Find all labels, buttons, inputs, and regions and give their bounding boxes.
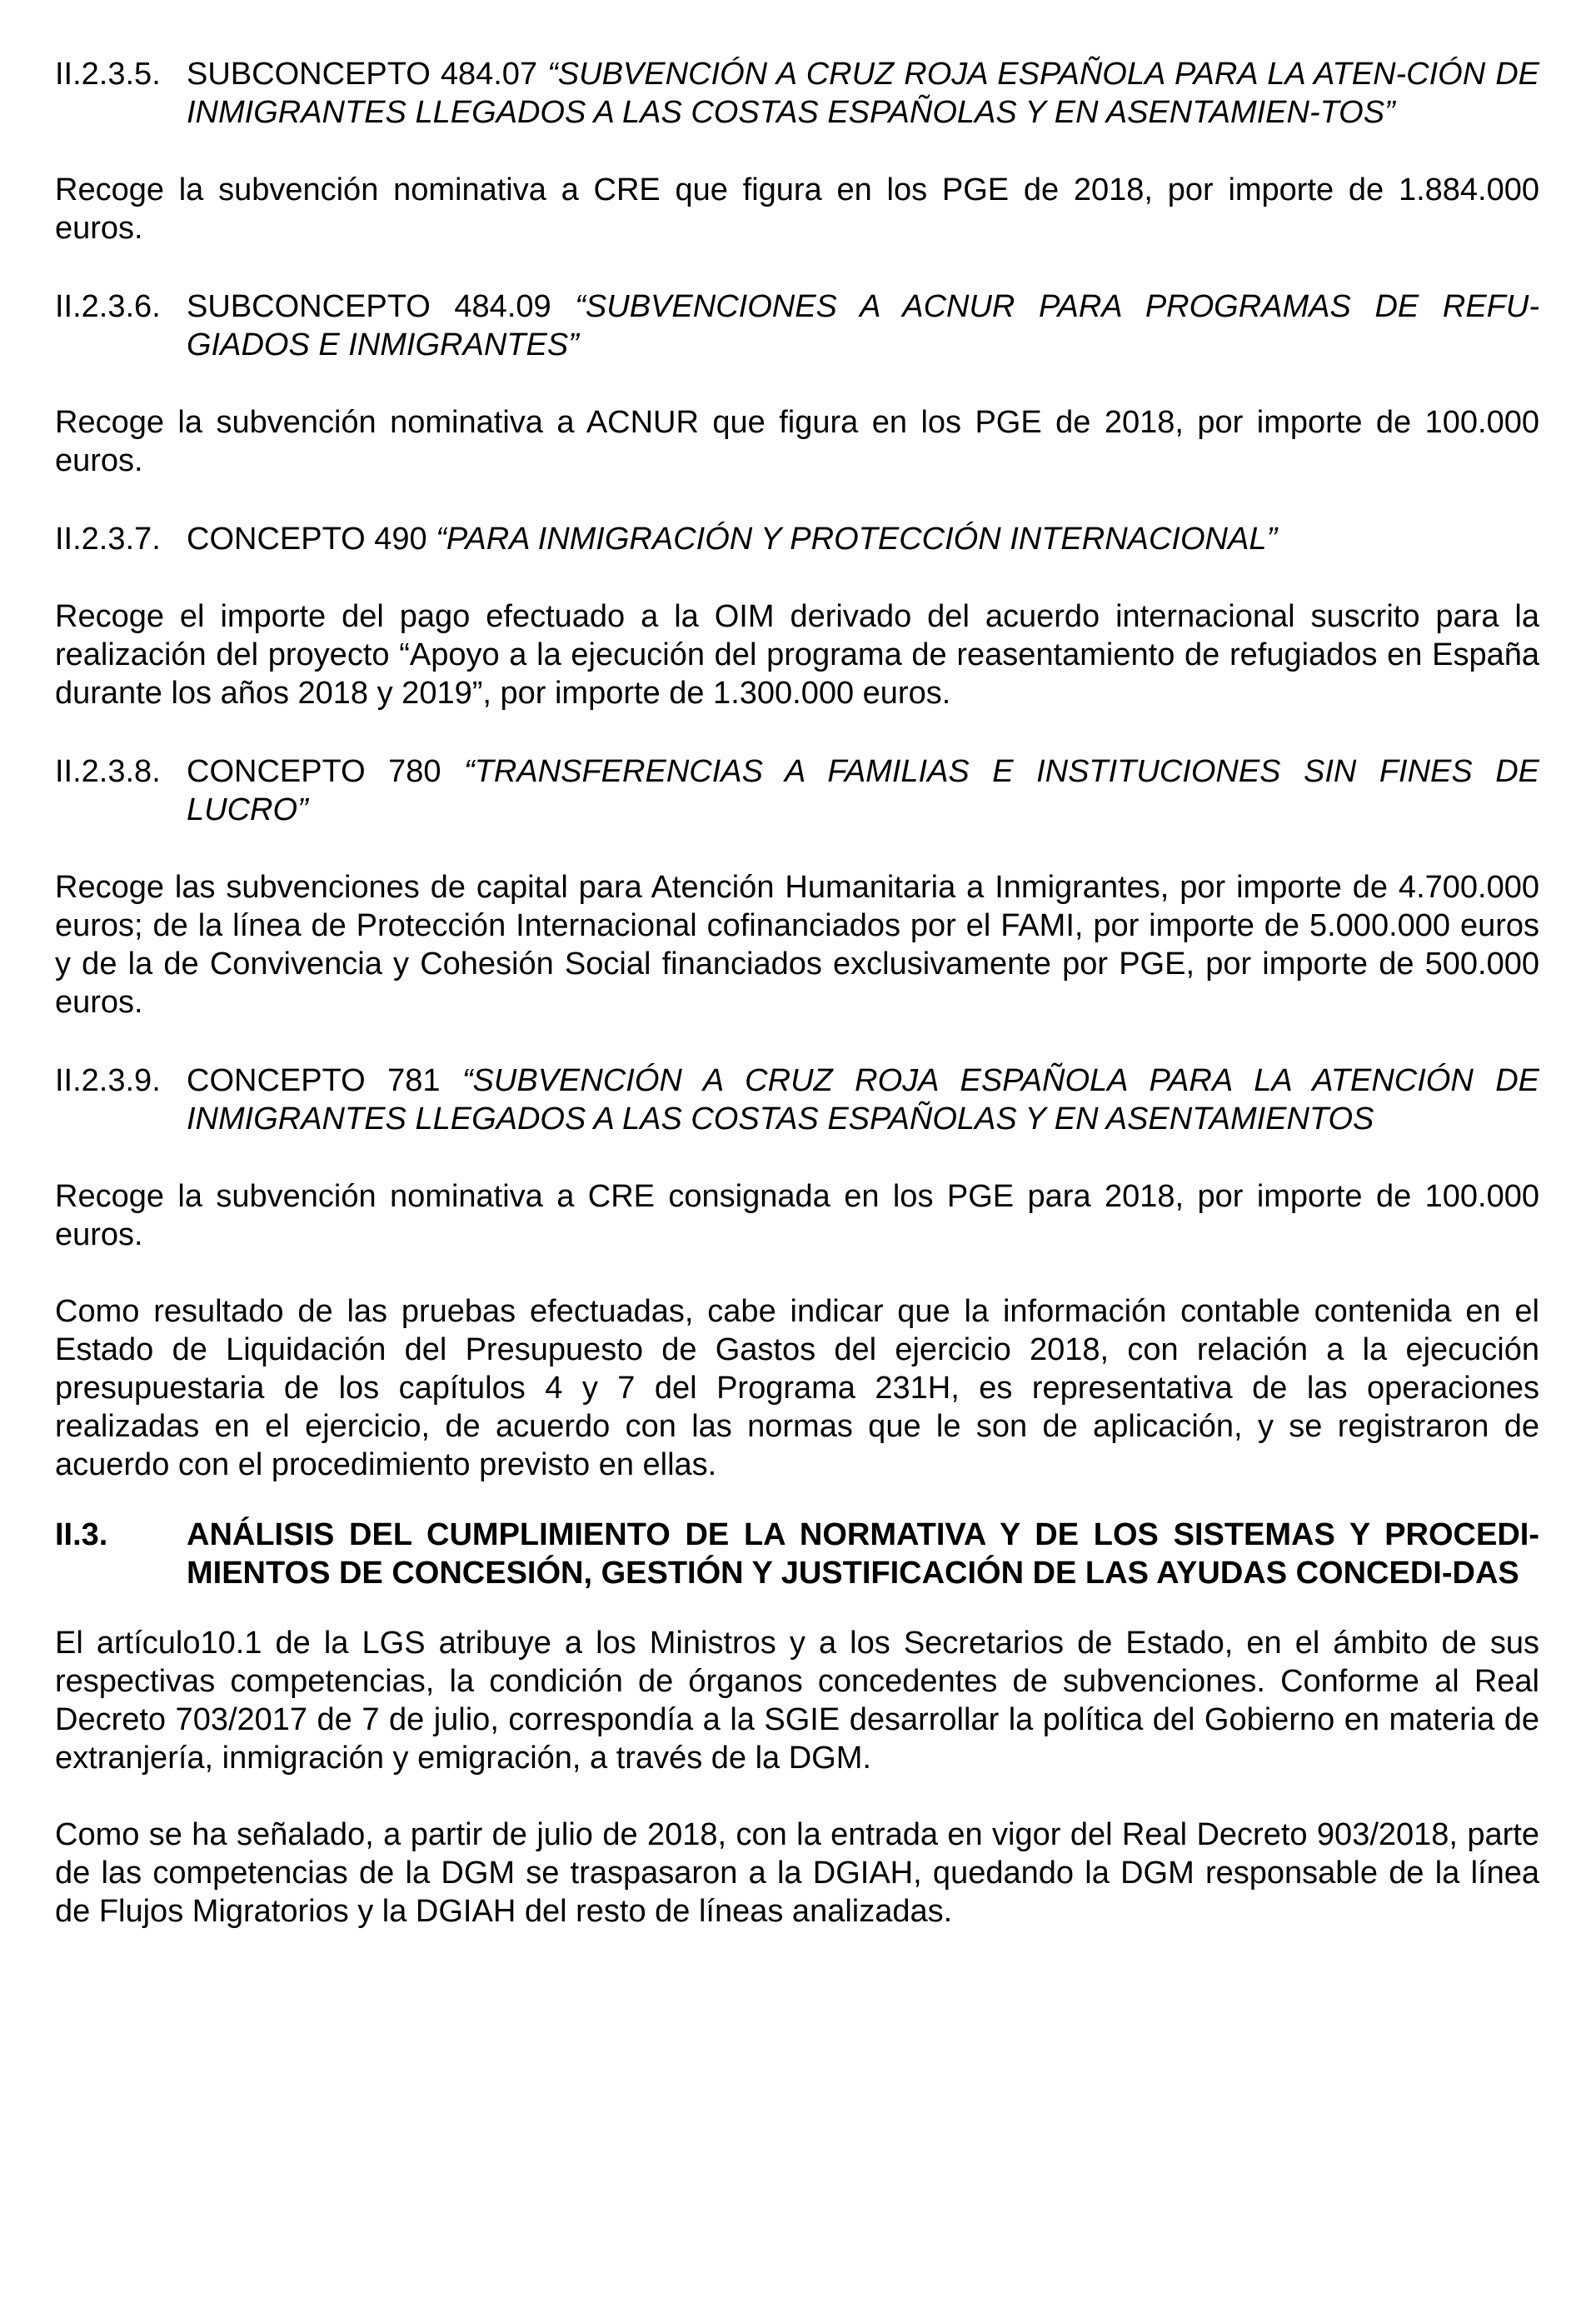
section-number: II.3. [55, 1517, 108, 1552]
paragraph: Recoge la subvención nominativa a CRE que figura en los PGE de 2018, por importe de 1.884.000 euros. [55, 172, 1539, 246]
section-number: II.2.3.5. [55, 57, 161, 92]
section-number: II.2.3.6. [55, 289, 161, 324]
section-title-italic: “SUBVENCIÓN A CRUZ ROJA ESPAÑOLA PARA LA ATEN-CIÓN DE INMIGRANTES LLEGADOS A LAS COSTAS ESPAÑOLAS Y EN ASENTAMIEN-TOS” [187, 57, 1540, 130]
section-lead: CONCEPTO 490 [187, 522, 427, 557]
paragraph: Recoge el importe del pago efectuado a la OIM derivado del acuerdo internacional suscrito para la realización del proyecto “Apoyo a la ejecución del programa de reasentamiento de refugiados en España durante los años 2018 y 2019”, por importe de 1.300.000 euros. [55, 599, 1539, 711]
section-lead: CONCEPTO 780 [187, 754, 441, 789]
section-heading-2-3-8 [55, 752, 1539, 829]
document-page [55, 55, 1539, 1931]
section-title-italic: “SUBVENCIONES A ACNUR PARA PROGRAMAS DE REFU-GIADOS E INMIGRANTES” [187, 289, 1539, 362]
section-lead: SUBCONCEPTO 484.09 [187, 289, 551, 324]
section-title [187, 752, 1539, 829]
section-number: II.2.3.9. [55, 1063, 161, 1098]
section-number: II.2.3.7. [55, 522, 161, 557]
section-title [187, 55, 1539, 132]
section-title: ANÁLISIS DEL CUMPLIMIENTO DE LA NORMATIVA Y DE LOS SISTEMAS Y PROCEDI-MIENTOS DE CONCESIÓN, GESTIÓN Y JUSTIFICACIÓN DE LAS AYUDAS CONCEDI-DAS [187, 1517, 1539, 1591]
section-number: II.2.3.8. [55, 754, 161, 789]
section-title [187, 1062, 1539, 1138]
section-heading-2-3-9 [55, 1062, 1539, 1138]
section-title-italic: “PARA INMIGRACIÓN Y PROTECCIÓN INTERNACIONAL” [436, 522, 1278, 557]
paragraph: Como se ha señalado, a partir de julio de 2018, con la entrada en vigor del Real Decreto 903/2018, parte de las competencias de la DGM se traspasaron a la DGIAH, quedando la DGM responsable de la línea de Flujos Migratorios y la DGIAH del resto de líneas analizadas. [55, 1817, 1539, 1929]
section-lead: SUBCONCEPTO 484.07 [187, 57, 538, 92]
paragraph: El artículo10.1 de la LGS atribuye a los Ministros y a los Secretarios de Estado, en el ámbito de sus respectivas competencias, la condición de órganos concedentes de subvenciones. Conforme al Real Decreto 703/2017 de 7 de julio, correspondía a la SGIE desarrollar la política del Gobierno en materia de extranjería, inmigración y emigración, a través de la DGM. [55, 1626, 1539, 1776]
section-title [187, 520, 1539, 558]
section-lead: CONCEPTO 781 [187, 1063, 441, 1098]
paragraph: Recoge la subvención nominativa a ACNUR que figura en los PGE de 2018, por importe de 100.000 euros. [55, 405, 1539, 478]
section-heading-3 [55, 1516, 1539, 1592]
section-title-italic: “TRANSFERENCIAS A FAMILIAS E INSTITUCIONES SIN FINES DE LUCRO” [187, 754, 1539, 827]
paragraph: Como resultado de las pruebas efectuadas, cabe indicar que la información contable contenida en el Estado de Liquidación del Presupuesto de Gastos del ejercicio 2018, con relación a la ejecución presupuestaria de los capítulos 4 y 7 del Programa 231H, es representativa de las operaciones realizadas en el ejercicio, de acuerdo con las normas que le son de aplicación, y se registraron de acuerdo con el procedimiento previsto en ellas. [55, 1294, 1539, 1482]
section-title [187, 287, 1539, 364]
paragraph: Recoge las subvenciones de capital para Atención Humanitaria a Inmigrantes, por importe de 4.700.000 euros; de la línea de Protección Internacional cofinanciados por el FAMI, por importe de 5.000.000 euros y de la de Convivencia y Cohesión Social financiados exclusivamente por PGE, por importe de 500.000 euros. [55, 870, 1539, 1020]
section-heading-2-3-6 [55, 287, 1539, 364]
section-title-italic: “SUBVENCIÓN A CRUZ ROJA ESPAÑOLA PARA LA ATENCIÓN DE INMIGRANTES LLEGADOS A LAS COSTAS ESPAÑOLAS Y EN ASENTAMIENTOS [187, 1063, 1539, 1137]
section-heading-2-3-7 [55, 520, 1539, 558]
paragraph: Recoge la subvención nominativa a CRE consignada en los PGE para 2018, por importe de 100.000 euros. [55, 1179, 1539, 1252]
section-heading-2-3-5 [55, 55, 1539, 132]
